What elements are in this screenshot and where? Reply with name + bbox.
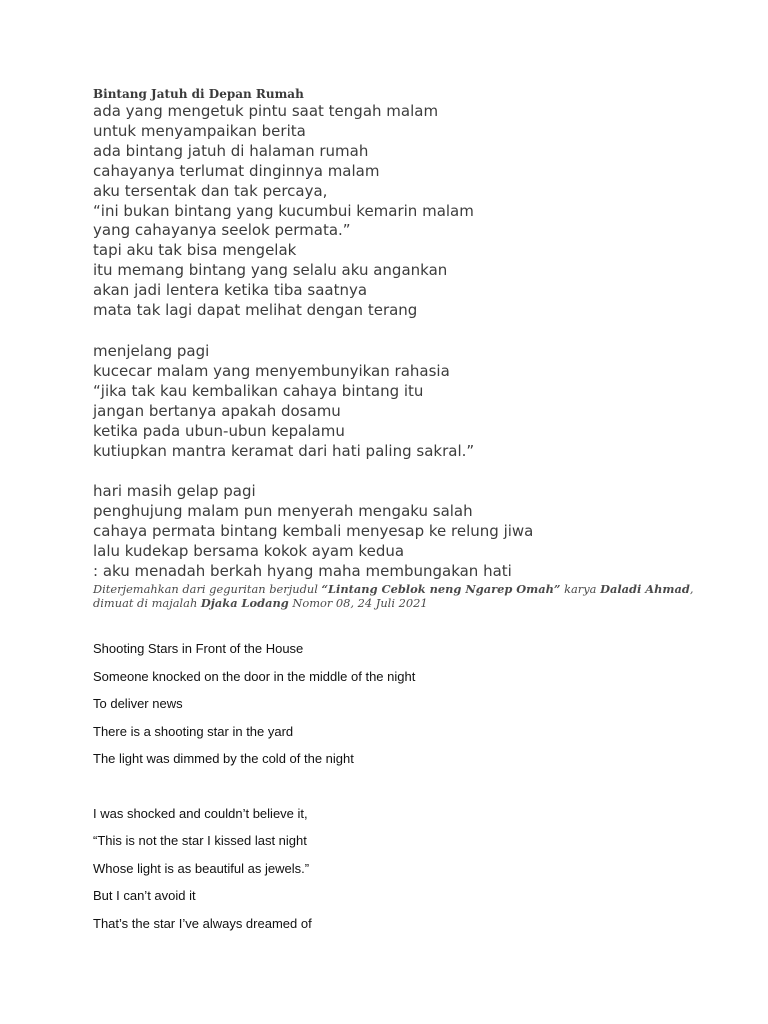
- poem-line: hari masih gelap pagi: [93, 482, 256, 501]
- credit-published-in: dimuat di majalah: [93, 595, 201, 610]
- poem-line: “jika tak kau kembalikan cahaya bintang itu: [93, 381, 424, 400]
- poem-line: untuk menyampaikan berita: [93, 121, 306, 140]
- stanza-gap: [93, 461, 693, 482]
- translation-line: That’s the star I’ve always dreamed of: [93, 915, 312, 931]
- poem-line: cahayanya terlumat dinginnya malam: [93, 161, 380, 180]
- poem-stanza: [93, 102, 693, 321]
- poem-line: “ini bukan bintang yang kucumbui kemarin malam: [93, 201, 474, 220]
- translation-stanza: [93, 668, 693, 778]
- poem-line: menjelang pagi: [93, 341, 210, 360]
- credit-prefix: Diterjemahkan dari geguritan berjudul: [93, 581, 322, 596]
- translation-section: [93, 640, 693, 942]
- poem-stanza: [93, 482, 693, 582]
- poem-line: tapi aku tak bisa mengelak: [93, 241, 297, 260]
- credit-author: Daladi Ahmad: [600, 581, 690, 596]
- translation-stanzas: [93, 668, 693, 943]
- stanza-gap: [93, 778, 693, 805]
- credit-line-2: [93, 596, 693, 610]
- translation-title: Shooting Stars in Front of the House: [93, 641, 304, 656]
- poem-line: ada bintang jatuh di halaman rumah: [93, 141, 369, 160]
- translation-line: But I can’t avoid it: [93, 888, 196, 903]
- credit-comma: ,: [689, 581, 694, 596]
- translation-credit: [93, 582, 693, 610]
- poem-line: ketika pada ubun-ubun kepalamu: [93, 421, 345, 440]
- translation-line: To deliver news: [93, 696, 183, 711]
- poem-line: jangan bertanya apakah dosamu: [93, 401, 341, 420]
- translation-line: There is a shooting star in the yard: [93, 723, 294, 739]
- poem-line: : aku menadah berkah hyang maha membungakan hati: [93, 562, 512, 581]
- translation-line: Someone knocked on the door in the middle of the night: [93, 668, 416, 684]
- poem-line: aku tersentak dan tak percaya,: [93, 181, 328, 200]
- translation-line: I was shocked and couldn’t believe it,: [93, 805, 308, 821]
- poem-stanzas: [93, 102, 693, 582]
- poem-line: cahaya permata bintang kembali menyesap ke relung jiwa: [93, 522, 534, 541]
- poem-line: kucecar malam yang menyembunyikan rahasia: [93, 361, 450, 380]
- poem-line: ada yang mengetuk pintu saat tengah malam: [93, 102, 439, 120]
- credit-by: karya: [560, 581, 601, 596]
- credit-original-title: “Lintang Ceblok neng Ngarep Omah”: [321, 581, 561, 596]
- translation-stanza: [93, 805, 693, 943]
- poem-line: yang cahayanya seelok permata.”: [93, 221, 351, 240]
- translation-line: “This is not the star I kissed last night: [93, 833, 307, 848]
- poem-stanza: [93, 342, 693, 461]
- poem-line: lalu kudekap bersama kokok ayam kedua: [93, 542, 405, 561]
- poem-line: mata tak lagi dapat melihat dengan terang: [93, 301, 418, 320]
- poem-line: penghujung malam pun menyerah mengaku salah: [93, 502, 473, 521]
- translation-line: The light was dimmed by the cold of the night: [93, 751, 354, 766]
- credit-line-1: [93, 582, 693, 596]
- poem-line: itu memang bintang yang selalu aku angankan: [93, 261, 448, 280]
- translation-line: Whose light is as beautiful as jewels.”: [93, 860, 310, 876]
- credit-magazine: Djaka Lodang: [200, 595, 289, 610]
- credit-issue: Nomor 08, 24 Juli 2021: [288, 595, 428, 610]
- poem-line: akan jadi lentera ketika tiba saatnya: [93, 281, 368, 300]
- poem-line: kutiupkan mantra keramat dari hati paling sakral.”: [93, 441, 475, 460]
- poem-title: Bintang Jatuh di Depan Rumah: [93, 87, 304, 101]
- poem-section: [93, 87, 693, 610]
- stanza-gap: [93, 321, 693, 342]
